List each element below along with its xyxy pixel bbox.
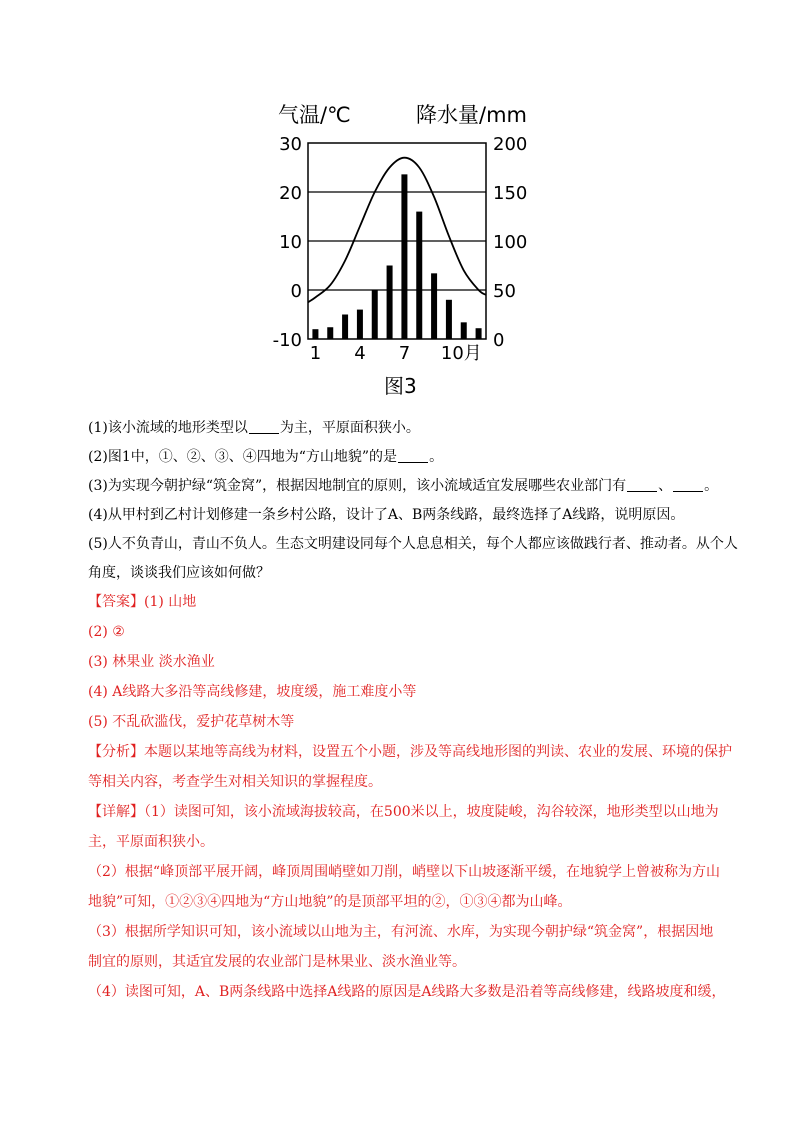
detail-3-line-1: （3）根据所学知识可知，该小流域以山地为主，有河流、水库，为实现今朝护绿“筑金窝”，根据因地 [88,924,714,940]
precipitation-bar [476,328,482,339]
figure-caption: 图3 [384,374,417,398]
precipitation-bars [312,174,481,339]
precipitation-bar [461,322,467,339]
q3-pre: (3)为实现今朝护绿“筑金窝”，根据因地制宜的原则，该小流域适宜发展哪些农业部门有 [88,478,627,494]
precipitation-ticks [493,134,527,351]
detail-2-line-2: 地貌”可知，①②③④四地为“方山地貌”的是顶部平坦的②，①③④都为山峰。 [88,894,572,910]
precipitation-bar [357,310,363,339]
temperature-tick-label: 0 [290,281,302,302]
month-tick-label: 1 [309,343,322,364]
precipitation-bar [342,315,348,340]
precipitation-bar [446,300,452,339]
precipitation-bar [387,266,393,340]
question-5-line-2: 角度，谈谈我们应该如何做？ [88,565,270,581]
temperature-tick-label: 20 [279,183,302,204]
answer-1: 【答案】(1) 山地 [88,594,197,610]
question-and-answer-text [88,418,738,1012]
precipitation-bar [431,273,437,339]
temperature-line [308,158,486,303]
question-3 [88,476,728,505]
chart-grid [308,192,486,290]
question-1 [88,418,728,447]
analysis-line-2: 等相关内容，考查学生对相关知识的掌握程度。 [88,774,382,790]
temperature-ticks [273,134,302,351]
question-2 [88,447,728,476]
analysis-line-1: 【分析】本题以某地等高线为材料，设置五个小题，涉及等高线地形图的判读、农业的发展、环境的保护 [88,744,732,760]
precipitation-bar [327,327,333,339]
answer-4: (4) A线路大多沿等高线修建，坡度缓，施工难度小等 [88,684,417,700]
q3-sep: 、 [658,478,673,494]
precipitation-tick-label: 200 [493,134,528,155]
question-5-line-1: (5)人不负青山，青山不负人。生态文明建设同每个人息息相关，每个人都应该做践行者、推动者。从个人 [88,536,738,552]
precipitation-tick-label: 50 [493,281,516,302]
month-ticks [310,343,482,364]
month-tick-label: 10月 [440,343,482,364]
q1-post: 为主，平原面积狭小。 [279,420,420,436]
q3-blank-2 [673,477,703,492]
answer-5: (5) 不乱砍滥伐，爱护花草树木等 [88,714,295,730]
precipitation-tick-label: 0 [493,330,505,351]
detail-1-line-2: 主，平原面积狭小。 [88,834,214,850]
month-tick-label: 4 [354,343,366,364]
q1-pre: (1)该小流域的地形类型以 [88,420,248,436]
precipitation-bar [401,174,407,339]
answer-3: (3) 林果业 淡水渔业 [88,654,215,670]
temperature-tick-label: 30 [279,134,302,155]
detail-2-line-1: （2）根据“峰顶部平展开阔，峰顶周围峭壁如刀削，峭壁以下山坡逐渐平缓，在地貌学上曾被称为方山 [88,864,721,880]
precipitation-tick-label: 150 [493,183,528,204]
q1-blank [249,419,279,434]
temperature-tick-label: 10 [279,232,302,253]
detail-3-line-2: 制宜的原则，其适宜发展的农业部门是林果业、淡水渔业等。 [88,954,466,970]
q2-blank [398,448,428,463]
precipitation-tick-label: 100 [493,232,528,253]
precipitation-bar [416,212,422,339]
temperature-tick-label: -10 [272,330,302,351]
left-axis-label: 气温/℃ [278,103,351,127]
precipitation-bar [312,329,318,339]
question-4: (4)从甲村到乙村计划修建一条乡村公路，设计了A、B两条线路，最终选择了A线路，说明原因。 [88,507,685,523]
detail-4-line-1: （4）读图可知，A、B两条线路中选择A线路的原因是A线路大多数是沿着等高线修建，线路坡度和缓， [88,984,726,1000]
q3-post: 。 [704,478,719,494]
q3-blank-1 [627,477,657,492]
answer-2: (2) ② [88,624,125,640]
q2-post: 。 [429,449,444,465]
month-tick-label: 7 [398,343,411,364]
q2-pre: (2)图1中，①、②、③、④四地为“方山地貌”的是 [88,449,398,465]
precipitation-bar [372,290,378,339]
right-axis-label: 降水量/mm [416,103,527,127]
detail-1-line-1: 【详解】（1）读图可知，该小流域海拔较高，在500米以上，坡度陡峻，沟谷较深，地形类型以山地为 [88,804,719,820]
climate-chart [270,95,540,405]
